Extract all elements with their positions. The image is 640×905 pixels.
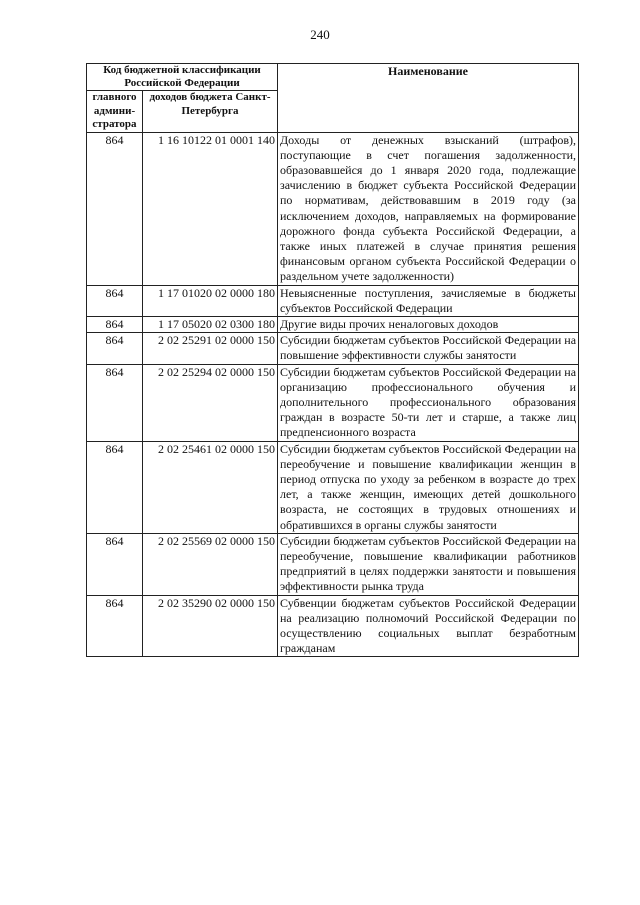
name-cell: Субсидии бюджетам субъектов Российской Федерации на организацию профессионального обучения и дополнительного профессионального образования граждан в возрасте 50-ти лет и старше, а также лиц предпенсионного возраста bbox=[278, 364, 579, 441]
admin-code-cell: 864 bbox=[87, 333, 143, 364]
table-row bbox=[87, 285, 579, 316]
revenue-code-cell: 2 02 35290 02 0000 150 bbox=[143, 595, 278, 657]
admin-code-cell: 864 bbox=[87, 441, 143, 533]
revenue-code-cell: 2 02 25569 02 0000 150 bbox=[143, 533, 278, 595]
admin-code-cell: 864 bbox=[87, 533, 143, 595]
name-cell: Невыясненные поступления, зачисляемые в бюджеты субъектов Российской Федерации bbox=[278, 285, 579, 316]
name-cell: Субвенции бюджетам субъектов Российской Федерации на реализацию полномочий Российской Федерации по осуществлению социальных выплат безработным гражданам bbox=[278, 595, 579, 657]
revenue-code-cell: 1 17 05020 02 0300 180 bbox=[143, 316, 278, 332]
table-row bbox=[87, 533, 579, 595]
revenue-code-cell: 2 02 25461 02 0000 150 bbox=[143, 441, 278, 533]
admin-code-cell: 864 bbox=[87, 316, 143, 332]
name-cell: Субсидии бюджетам субъектов Российской Федерации на переобучение и повышение квалификации женщин в период отпуска по уходу за ребенком в возрасте до трех лет, а также женщин, имеющих детей дошкольного возраста, не состоящих в трудовых отношениях и обратившихся в органы службы занятости bbox=[278, 441, 579, 533]
admin-code-cell: 864 bbox=[87, 595, 143, 657]
header-budget-classification-code: Код бюджетной классификации Российской Федерации bbox=[87, 64, 278, 91]
name-cell: Другие виды прочих неналоговых доходов bbox=[278, 316, 579, 332]
admin-code-cell: 864 bbox=[87, 364, 143, 441]
table-row bbox=[87, 333, 579, 364]
header-revenue-code: доходов бюджета Санкт-Петербурга bbox=[143, 91, 278, 133]
revenue-code-cell: 2 02 25291 02 0000 150 bbox=[143, 333, 278, 364]
page-number: 240 bbox=[310, 27, 330, 42]
budget-classification-table bbox=[86, 63, 579, 657]
table-row bbox=[87, 316, 579, 332]
revenue-code-cell: 2 02 25294 02 0000 150 bbox=[143, 364, 278, 441]
header-name: Наименование bbox=[278, 64, 579, 133]
name-cell: Субсидии бюджетам субъектов Российской Федерации на повышение эффективности службы занятости bbox=[278, 333, 579, 364]
name-cell: Субсидии бюджетам субъектов Российской Федерации на переобучение, повышение квалификации работников предприятий в целях поддержки занятости и повышения эффективности рынка труда bbox=[278, 533, 579, 595]
table-row bbox=[87, 441, 579, 533]
name-cell: Доходы от денежных взысканий (штрафов), поступающие в счет погашения задолженности, образовавшейся до 1 января 2020 года, подлежащие зачислению в бюджет субъекта Российской Федерации по нормативам, действовавшим в 2019 году (за исключением доходов, направляемых на формирование дорожного фонда субъекта Российской Федерации, а также иных платежей в случае принятия решения финансовым органом субъекта Российской Федерации о раздельном учете задолженности) bbox=[278, 132, 579, 285]
header-main-administrator: главного админи-стратора bbox=[87, 91, 143, 133]
revenue-code-cell: 1 16 10122 01 0001 140 bbox=[143, 132, 278, 285]
admin-code-cell: 864 bbox=[87, 285, 143, 316]
revenue-code-cell: 1 17 01020 02 0000 180 bbox=[143, 285, 278, 316]
table-row bbox=[87, 595, 579, 657]
admin-code-cell: 864 bbox=[87, 132, 143, 285]
table-row bbox=[87, 364, 579, 441]
table-header-row-1 bbox=[87, 64, 579, 91]
table-row bbox=[87, 132, 579, 285]
